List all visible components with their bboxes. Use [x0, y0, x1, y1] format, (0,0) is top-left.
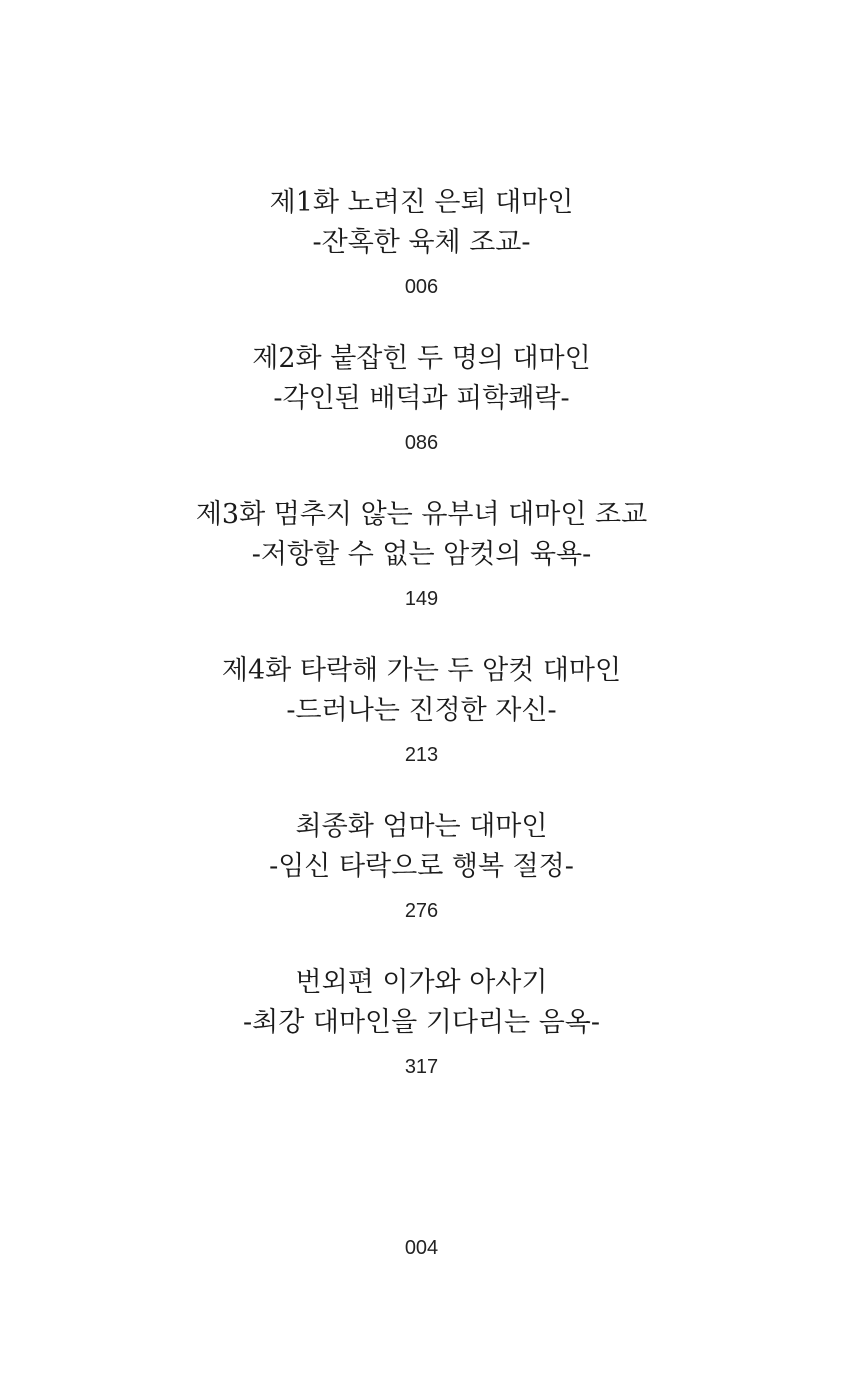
chapter-subtitle: -저항할 수 없는 암컷의 육욕- [251, 539, 592, 570]
toc-entry [0, 651, 843, 807]
chapter-subtitle: -임신 타락으로 행복 절정- [269, 851, 574, 882]
table-of-contents [0, 183, 843, 1119]
chapter-page-number: 086 [404, 432, 439, 454]
chapter-subtitle: -드러나는 진정한 자신- [286, 695, 557, 726]
toc-entry [0, 495, 843, 651]
chapter-page-number: 317 [404, 1056, 439, 1078]
chapter-subtitle: -최강 대마인을 기다리는 음옥- [243, 1007, 600, 1038]
chapter-page-number: 149 [404, 588, 439, 610]
chapter-title: 번외편 이가와 아사기 [295, 967, 548, 998]
page-folio-number: 004 [404, 1237, 439, 1259]
chapter-title: 최종화 엄마는 대마인 [295, 811, 548, 842]
toc-entry [0, 183, 843, 339]
chapter-title: 제4화 타락해 가는 두 암컷 대마인 [221, 655, 622, 686]
chapter-subtitle: -잔혹한 육체 조교- [312, 227, 531, 258]
chapter-page-number: 213 [404, 744, 439, 766]
chapter-title: 제2화 붙잡힌 두 명의 대마인 [252, 343, 591, 374]
toc-entry [0, 807, 843, 963]
toc-entry [0, 963, 843, 1119]
chapter-title: 제3화 멈추지 않는 유부녀 대마인 조교 [195, 499, 648, 530]
chapter-page-number: 276 [404, 900, 439, 922]
toc-entry [0, 339, 843, 495]
chapter-title: 제1화 노려진 은퇴 대마인 [269, 187, 574, 218]
chapter-subtitle: -각인된 배덕과 피학쾌락- [273, 383, 570, 414]
chapter-page-number: 006 [404, 276, 439, 298]
